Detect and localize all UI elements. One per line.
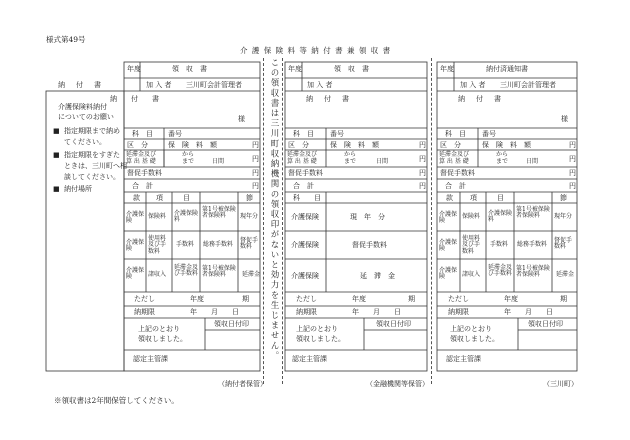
p3-en-4: 円 [569, 182, 576, 190]
p1-nendo: 年度 [190, 295, 204, 303]
p1-payer-header: 納 付 書 [58, 81, 103, 89]
p2-en-3: 円 [419, 169, 426, 177]
p1-en-3: 円 [252, 169, 259, 177]
p3-r2-setsu: 総務手数料 [517, 241, 548, 248]
p1-sama: 様 [238, 115, 245, 123]
p1-r1-moku: 介護保険料 [174, 210, 199, 224]
footer-note: ※領収書は2年間保管してください。 [54, 396, 179, 405]
p2-col-kamoku: 科 目 [293, 194, 321, 202]
p3-r1-moku: 介護保険料 [488, 210, 513, 224]
p3-gokei: 合 計 [445, 182, 466, 190]
p2-notice-title: 納 付 書 [306, 95, 351, 103]
main-title: 介 護 保 険 料 等 納 付 書 兼 領 収 書 [240, 46, 392, 55]
p2-r1-kan: 介護保険 [291, 213, 319, 221]
p1-en-2: 円 [252, 155, 259, 163]
p2-r1-item: 現 年 分 [350, 213, 385, 221]
p3-nichikan: 日間 [526, 158, 539, 165]
p3-ki: 期 [560, 295, 567, 303]
p1-bullet2-line2: ときは、三川町へ相 [64, 162, 127, 170]
p3-r2-moku: 手数料 [490, 241, 509, 248]
validity-note: この領収書は三川町収納機関の領収印がないと効力を生じません。 [269, 58, 279, 361]
p2-en-2: 円 [419, 155, 426, 163]
p1-en-4: 円 [252, 182, 259, 190]
p3-kamoku: 科 目 [445, 130, 466, 138]
p3-nendo: 年度 [504, 295, 518, 303]
p3-year-label: 年度 [440, 65, 454, 73]
p3-r3-moku: 延滞金及び手数料 [488, 264, 513, 278]
p2-r3-kan: 介護保険 [291, 272, 319, 280]
p1-bullet1-line1: 指定期限まで納め [64, 127, 120, 135]
p1-r3-kan: 介護保険 [126, 267, 145, 281]
p2-entai-l1: 延滞金及び [287, 151, 318, 158]
p1-approver: 認定主管課 [133, 355, 168, 363]
p3-en-1: 円 [569, 141, 576, 149]
p1-r2-setsu: 総務手数料 [203, 241, 234, 248]
p1-gokei: 合 計 [132, 182, 153, 190]
p1-receipt-title: 領 収 書 [172, 65, 207, 73]
p3-r3-setsu: 第1号被保険者保険料 [516, 265, 550, 279]
p1-r2-ko: 使用料及び手数料 [148, 235, 167, 255]
p1-bullet2-line3: 談してください。 [64, 173, 120, 181]
p2-ki: 期 [408, 295, 415, 303]
p2-en-1: 円 [419, 141, 426, 149]
p2-keep: （金融機関等保管） [366, 380, 429, 388]
p3-keep: （三川町） [543, 380, 578, 388]
p1-bango: 番号 [168, 130, 182, 138]
p3-en-3: 円 [569, 169, 576, 177]
p3-col-setsu: 節 [560, 194, 567, 202]
p3-r3-extra: 延滞金 [556, 271, 575, 278]
p2-kara: から [344, 151, 357, 158]
p3-approver: 認定主管課 [446, 355, 481, 363]
p3-payee: 三川町会計管理者 [500, 81, 556, 89]
p3-tokusoku: 督促手数料 [440, 169, 475, 177]
p3-entai-l1: 延滞金及び [439, 151, 470, 158]
p3-hokenryo-gaku: 保 険 料 額 [482, 141, 531, 149]
p1-en-1: 円 [252, 141, 259, 149]
p2-kubun: 区 分 [288, 141, 309, 149]
p1-kigen: 納期限 [134, 308, 155, 316]
p1-bullet2-mark: ■ [53, 151, 60, 159]
p3-ymd: 年 月 日 [504, 308, 553, 316]
p3-r2-extra: 督促手数料 [554, 237, 573, 251]
p2-kamoku: 科 目 [293, 130, 314, 138]
p3-tadashi: ただし [448, 295, 469, 303]
p1-hokenryo-gaku: 保 険 料 額 [168, 141, 217, 149]
p1-entai-l1: 延滞金及び [126, 151, 157, 158]
p1-payer-label: 加 入 者 [146, 81, 172, 89]
p2-made: まで [344, 158, 357, 165]
p1-notice-sub1: 介護保険料納付 [58, 103, 107, 111]
p1-nichikan: 日間 [212, 158, 225, 165]
p2-kigen: 納期限 [296, 308, 317, 316]
p1-keep: （納付者保管） [218, 380, 267, 388]
p1-bullet3-mark: ■ [53, 185, 60, 193]
p1-year-label: 年度 [127, 65, 141, 73]
p1-r2-moku: 手数料 [176, 241, 195, 248]
p1-r3-ko: 諸収入 [148, 271, 167, 278]
p1-made: まで [182, 158, 195, 165]
p2-en-4: 円 [419, 182, 426, 190]
p3-en-2: 円 [569, 155, 576, 163]
p3-r3-kan: 介護保険 [439, 267, 458, 281]
p3-kubun: 区 分 [440, 141, 461, 149]
p1-r1-extra: 現年分 [240, 213, 259, 220]
p3-made: まで [496, 158, 509, 165]
p2-nichikan: 日間 [376, 158, 389, 165]
p1-notice-sub2: についてのお願い [58, 113, 114, 121]
p2-received1: 上記のとおり [296, 325, 338, 333]
p3-received1: 上記のとおり [450, 325, 492, 333]
p1-bullet1-line2: てください。 [64, 138, 106, 146]
p2-approver: 認定主管課 [292, 355, 327, 363]
p3-received2: 領収しました。 [450, 335, 499, 343]
p2-r3-item: 延 滞 金 [360, 272, 395, 280]
p1-r2-kan: 介護保険 [126, 239, 145, 253]
p2-received2: 領収しました。 [296, 335, 345, 343]
p3-r1-setsu: 第1号被保険者保険料 [516, 206, 550, 220]
p1-kara: から [182, 151, 195, 158]
p3-r2-ko: 使用料及び手数料 [462, 235, 481, 255]
p1-r1-ko: 保険料 [148, 213, 167, 220]
p1-col-setsu: 節 [246, 194, 253, 202]
p3-col-moku: 目 [497, 194, 504, 202]
p2-r2-kan: 介護保険 [291, 241, 319, 249]
p3-sama: 様 [561, 115, 568, 123]
p1-entai-l2: 算 出 基 礎 [126, 158, 156, 165]
p2-hokenryo-gaku: 保 険 料 額 [330, 141, 379, 149]
p1-r3-moku: 延滞金及び手数料 [174, 264, 199, 278]
p1-tokusoku: 督促手数料 [127, 169, 162, 177]
p3-r3-ko: 諸収入 [462, 271, 481, 278]
p3-entai-l2: 算 出 基 礎 [439, 158, 469, 165]
p1-r3-extra: 延滞金 [242, 271, 261, 278]
p3-payer-label: 加 入 者 [460, 81, 486, 89]
p3-r1-ko: 保険料 [462, 213, 481, 220]
p1-bullet1-mark: ■ [53, 127, 60, 135]
p3-stamp-label: 領収日付印 [528, 320, 563, 328]
p1-stamp-label: 領収日付印 [214, 320, 249, 328]
p3-r2-kan: 介護保険 [439, 239, 458, 253]
p1-r2-extra: 督促手数料 [240, 237, 259, 251]
p1-bullet2-line1: 指定期限をすぎた [64, 151, 120, 159]
p3-bango: 番号 [482, 130, 496, 138]
p2-year-label: 年度 [288, 65, 302, 73]
form-number: 様式第49号 [46, 35, 86, 44]
p1-r1-setsu: 第1号被保険者保険料 [202, 206, 236, 220]
p1-col-kan: 款 [133, 194, 140, 202]
p3-kara: から [496, 151, 509, 158]
p1-kubun: 区 分 [127, 141, 148, 149]
p1-r1-kan: 介護保険 [126, 211, 145, 225]
p2-entai-l2: 算 出 基 礎 [287, 158, 317, 165]
p3-col-ko: 項 [470, 194, 477, 202]
p1-received2: 領収しました。 [138, 335, 187, 343]
p1-col-ko: 項 [156, 194, 163, 202]
p2-bango: 番号 [330, 130, 344, 138]
p1-notice-title: 納 付 書 [110, 95, 159, 103]
p3-receipt-title: 納付済通知書 [486, 65, 528, 73]
p2-gokei: 合 計 [293, 182, 314, 190]
p2-payer-label: 加 入 者 [307, 81, 333, 89]
p1-bullet3-line1: 納付場所 [64, 185, 92, 193]
p1-r3-setsu: 第1号被保険者保険料 [202, 265, 236, 279]
p2-tadashi: ただし [296, 295, 317, 303]
p3-kigen: 納期限 [448, 308, 469, 316]
p1-ki: 期 [242, 295, 249, 303]
p2-stamp-label: 領収日付印 [376, 320, 411, 328]
p3-notice-title: 納 付 書 [458, 95, 503, 103]
p2-nendo: 年度 [352, 295, 366, 303]
p2-tokusoku: 督促手数料 [288, 169, 323, 177]
p2-ymd: 年 月 日 [352, 308, 401, 316]
p2-receipt-title: 領 収 書 [334, 65, 369, 73]
p1-received1: 上記のとおり [138, 325, 180, 333]
p1-col-moku: 目 [183, 194, 190, 202]
p3-r1-kan: 介護保険 [439, 211, 458, 225]
p2-r2-item: 督促手数料 [352, 241, 387, 249]
p1-ymd: 年 月 日 [190, 308, 239, 316]
p1-payee: 三川町会計管理者 [186, 81, 242, 89]
p3-r1-extra: 現年分 [554, 213, 573, 220]
p1-tadashi: ただし [134, 295, 155, 303]
p1-kamoku: 科 目 [132, 130, 153, 138]
p3-col-kan: 款 [446, 194, 453, 202]
